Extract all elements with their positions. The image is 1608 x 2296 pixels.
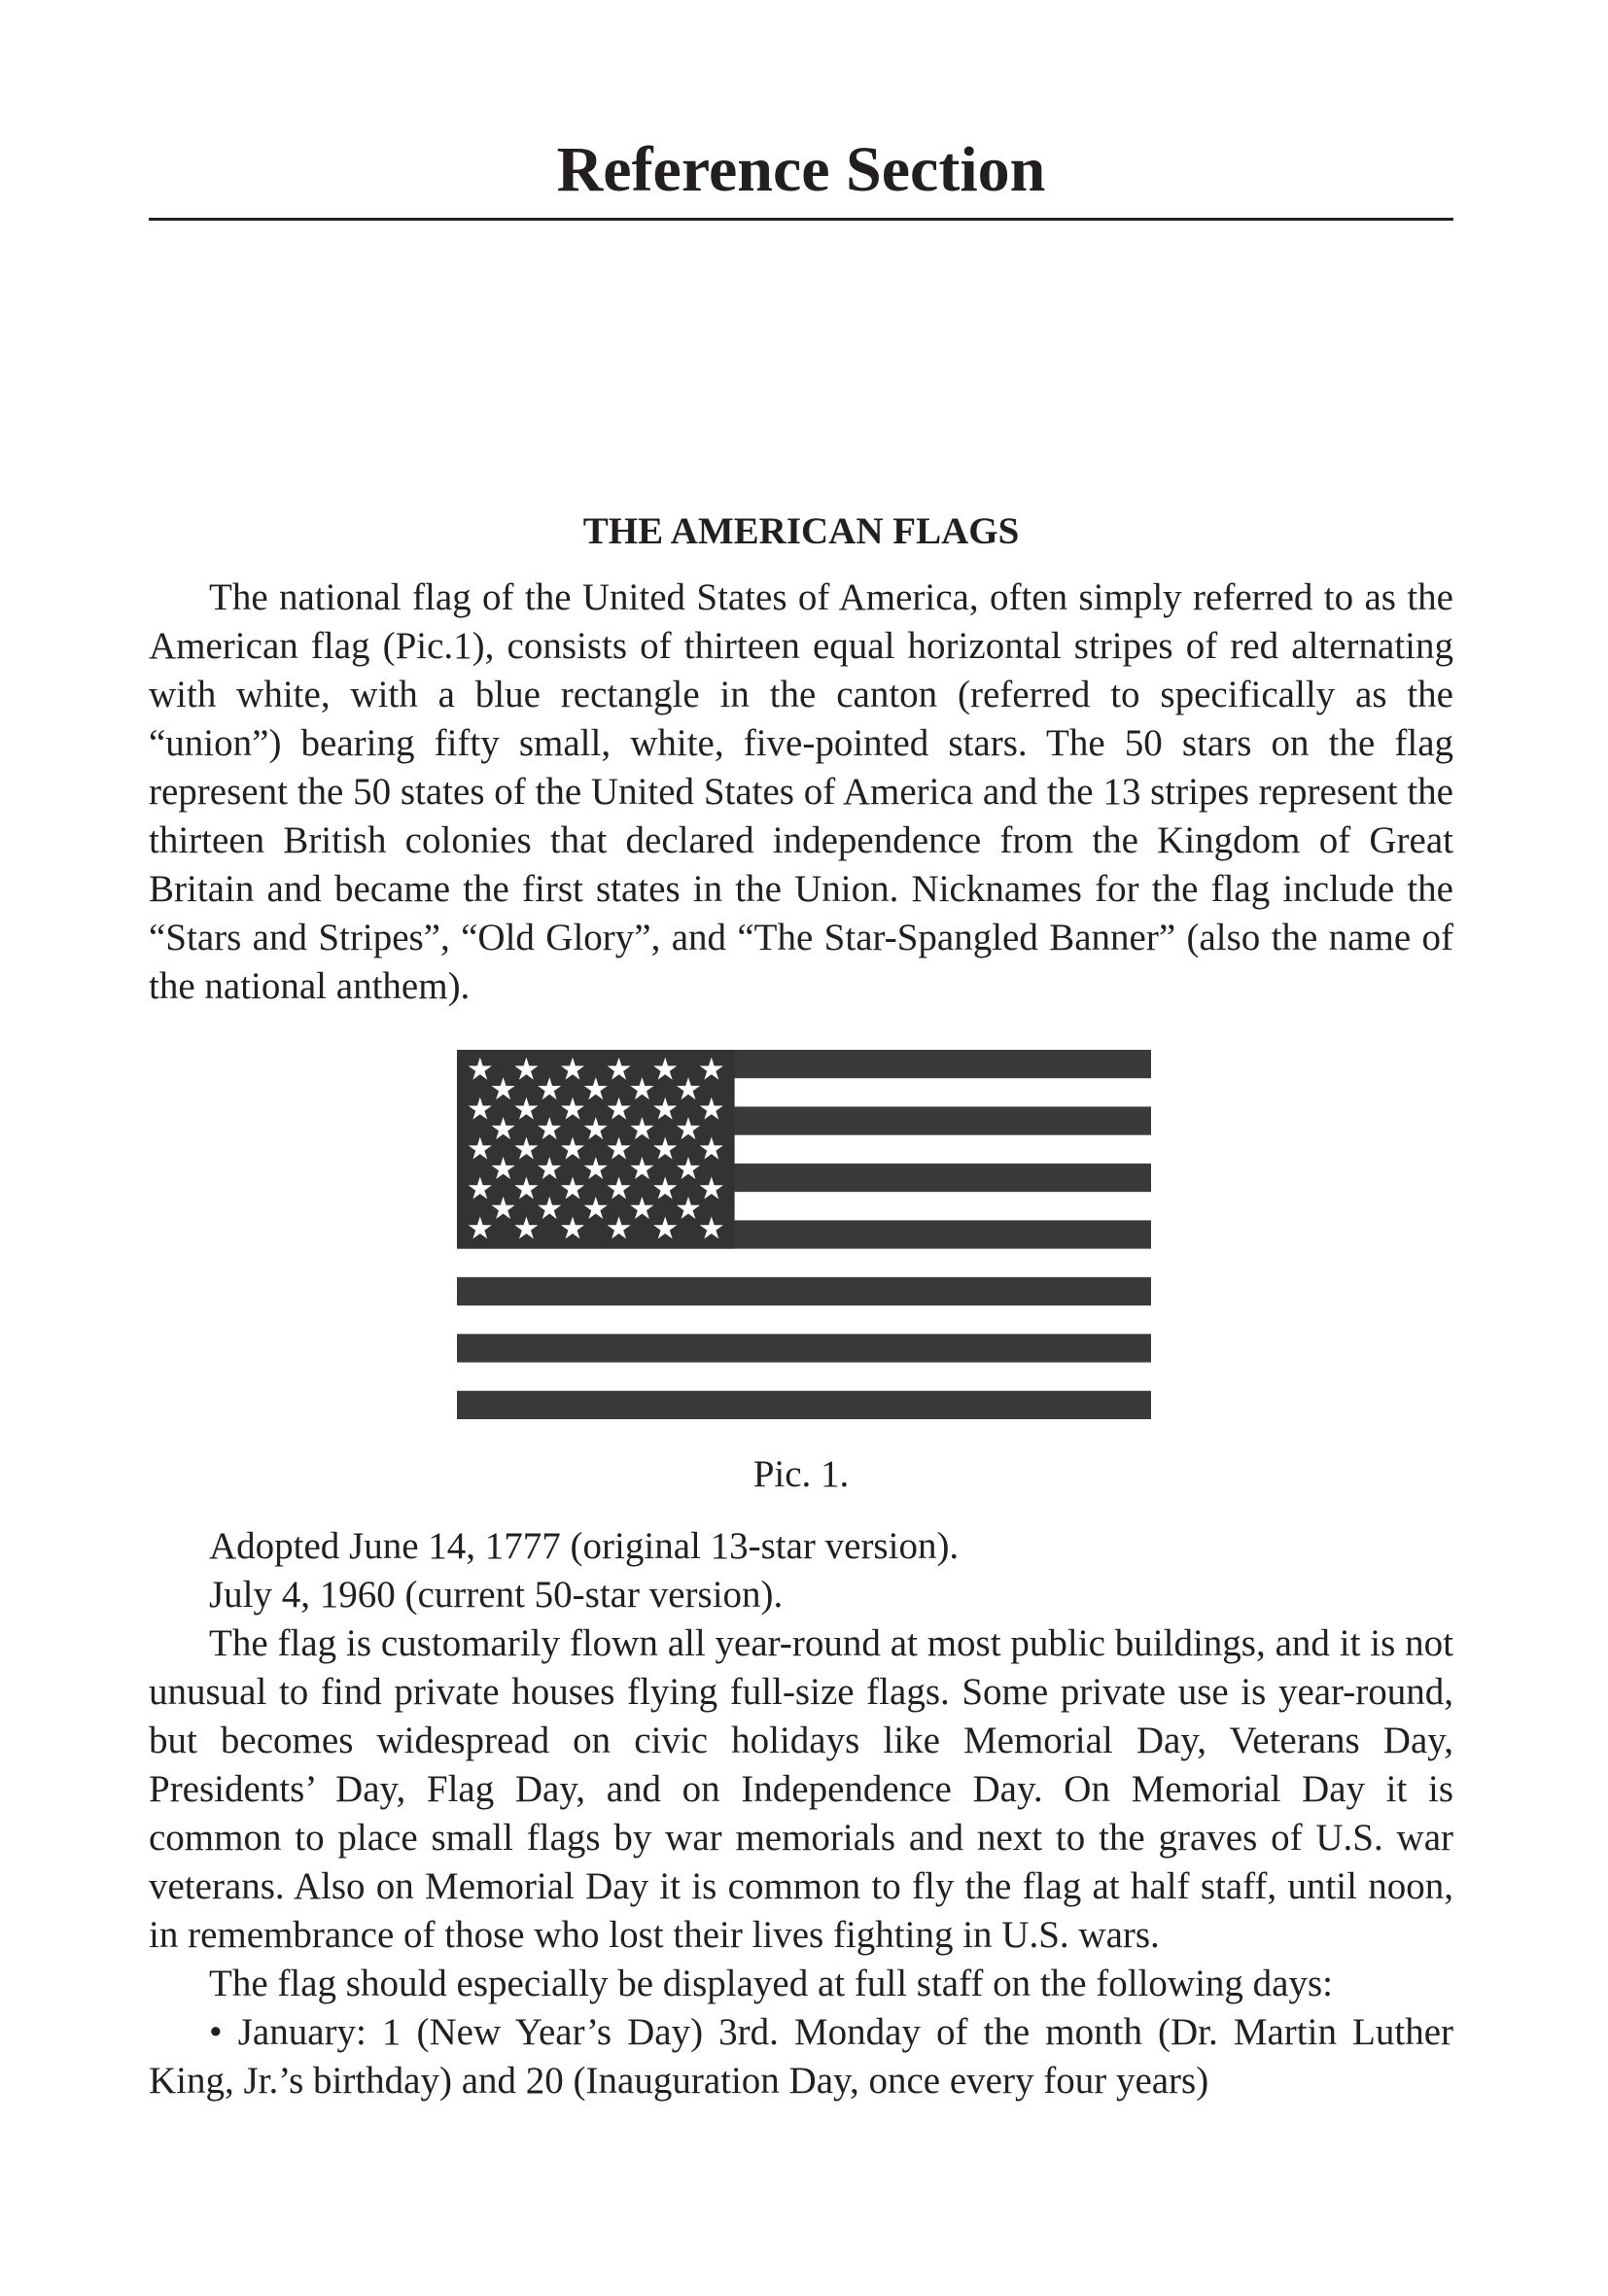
adopted-line-1: Adopted June 14, 1777 (original 13-star version). [209,1525,960,1567]
details-block [149,1522,1453,2105]
american-flag-image [457,1050,1151,1419]
figure-caption: Pic. 1. [752,1453,850,1495]
page-header [149,136,1453,221]
american-flag-figure [457,1050,1151,1419]
usage-paragraph: The flag is customarily flown all year-round at most public buildings, and it is not unusual to find private houses flying full-size flags. Some private use is year-round, but becomes widespread on civic holidays like Memorial Day, Veterans Day, Presidents’ Day, Flag Day, and on Independence Day. On Memorial Day it is common to place small flags by war memorials and next to the graves of U.S. war veterans. Also on Memorial Day it is common to fly the flag at half staff, until noon, in remembrance of those who lost their lives fighting in U.S. wars. [149,1622,1453,1956]
flag-stripe [457,1277,1151,1305]
page-title: Reference Section [556,134,1046,205]
intro-paragraph: The national flag of the United States of America, often simply referred to as the American flag (Pic.1), consists of thirteen equal horizontal stripes of red alternating with white, with a blue rectangle in the canton (referred to specifically as the “union”) bearing fifty small, white, five-pointed stars. The 50 stars on the flag represent the 50 states of the United States of America and the 13 stripes represent the thirteen British colonies that declared independence from the Kingdom of Great Britain and became the first states in the Union. Nicknames for the flag include the “Stars and Stripes”, “Old Glory”, and “The Star-Spangled Banner” (also the name of the national anthem). [149,576,1453,1007]
adopted-line-2: July 4, 1960 (current 50-star version). [209,1574,784,1616]
list-item-january: • January: 1 (New Year’s Day) 3rd. Monday of the month (Dr. Martin Luther King, Jr.’s birthday) and 20 (Inauguration Day, once every four years) [149,2011,1453,2102]
flag-stripe [457,1334,1151,1362]
intro-block [149,574,1453,1011]
full-staff-intro: The flag should especially be displayed at full staff on the following days: [209,1963,1334,2004]
section-heading: THE AMERICAN FLAGS [582,510,1020,552]
flag-stripe [457,1391,1151,1419]
